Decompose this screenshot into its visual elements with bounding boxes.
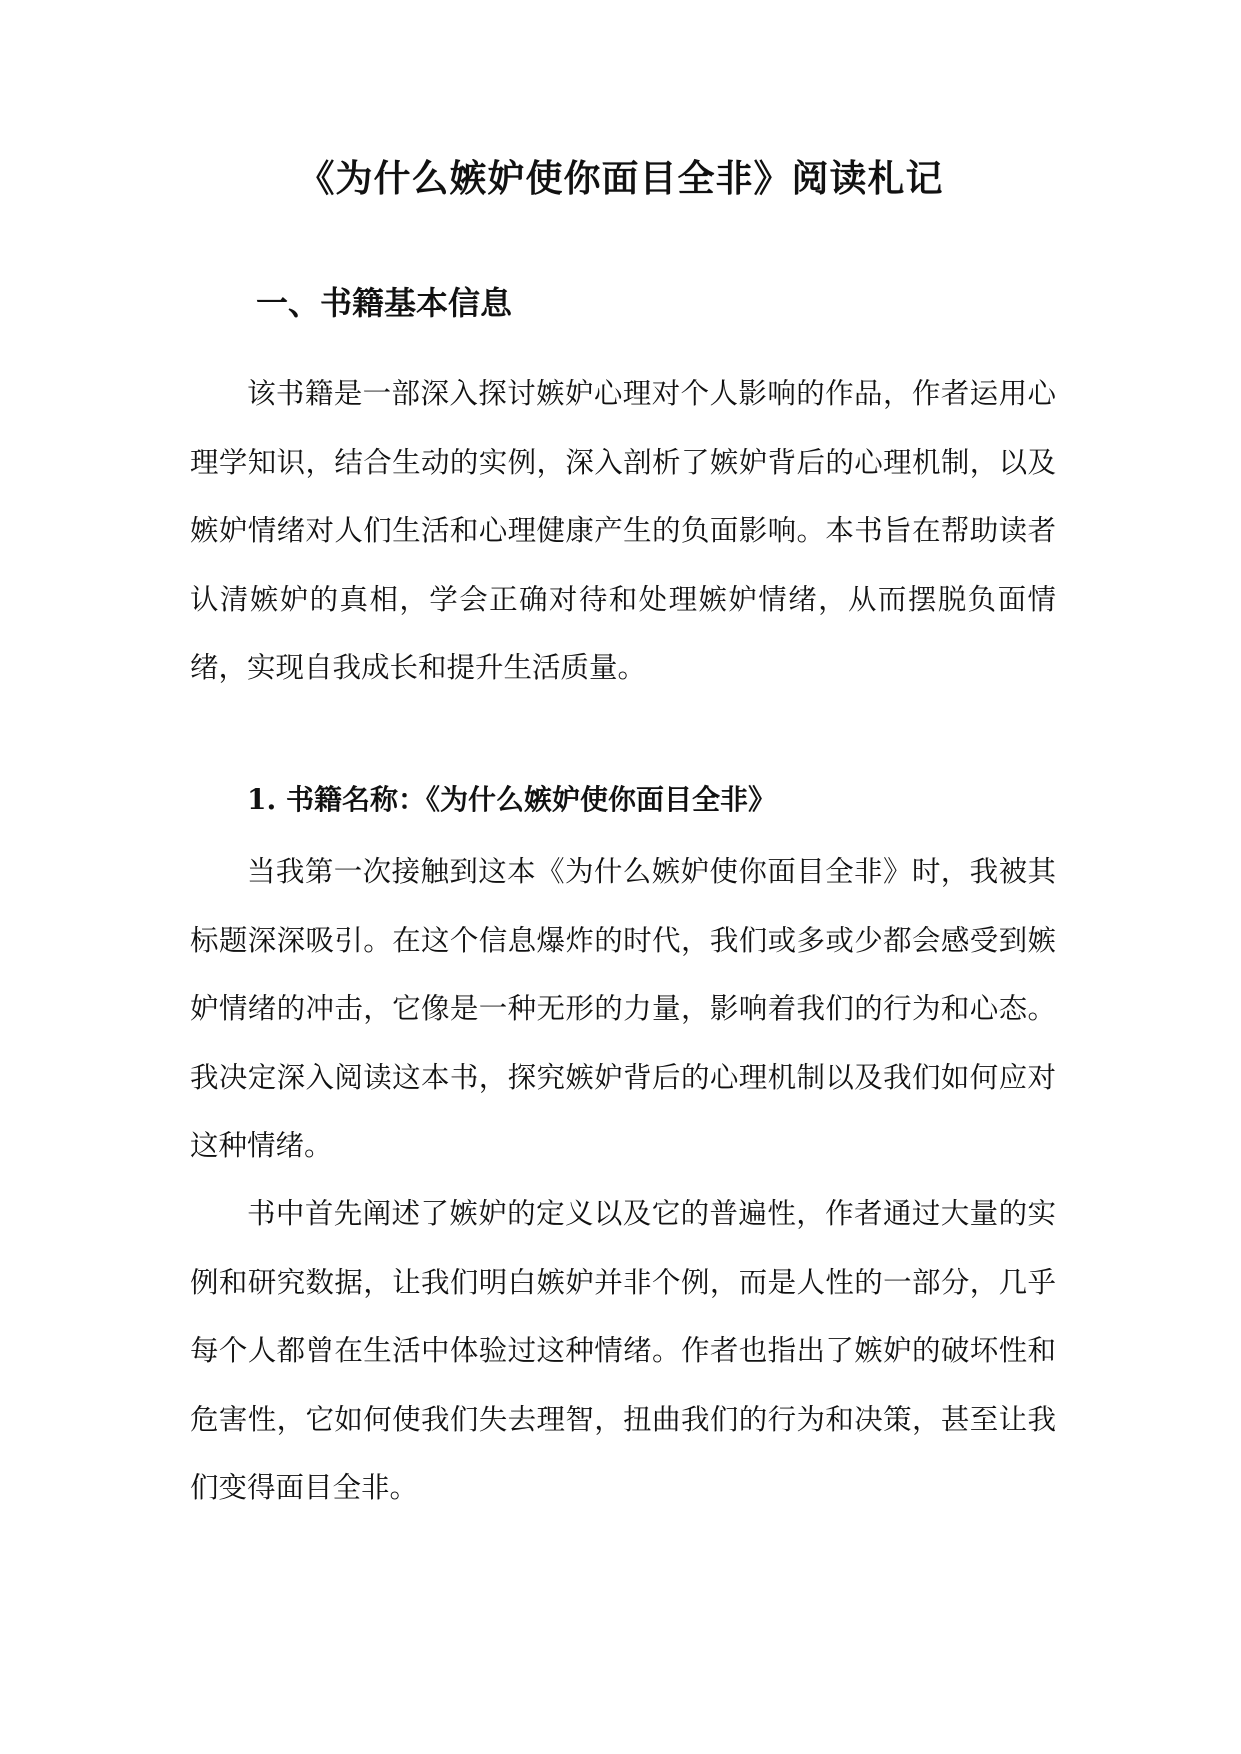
section-heading-basic-info: 一、书籍基本信息 (256, 284, 513, 322)
body-paragraph: 书中首先阐述了嫉妒的定义以及它的普遍性，作者通过大量的实例和研究数据，让我们明白嫉妒并非个例，而是人性的一部分，几乎每个人都曾在生活中体验过这种情绪。作者也指出了嫉妒的破坏性和危害性，它如何使我们失去理智，扭曲我们的行为和决策，甚至让我们变得面目全非。 (190, 1197, 1056, 1504)
body-paragraph: 当我第一次接触到这本《为什么嫉妒使你面目全非》时，我被其标题深深吸引。在这个信息爆炸的时代，我们或多或少都会感受到嫉妒情绪的冲击，它像是一种无形的力量，影响着我们的行为和心态。我决定深入阅读这本书，探究嫉妒背后的心理机制以及我们如何应对这种情绪。 (190, 855, 1056, 1162)
intro-paragraph: 该书籍是一部深入探讨嫉妒心理对个人影响的作品，作者运用心理学知识，结合生动的实例，深入剖析了嫉妒背后的心理机制，以及嫉妒情绪对人们生活和心理健康产生的负面影响。本书旨在帮助读者认清嫉妒的真相，学会正确对待和处理嫉妒情绪，从而摆脱负面情绪，实现自我成长和提升生活质量。 (190, 377, 1056, 684)
document-title: 《为什么嫉妒使你面目全非》阅读札记 (297, 156, 944, 200)
subsection-heading-book-title: 1. 书籍名称：《为什么嫉妒使你面目全非》 (247, 783, 776, 816)
